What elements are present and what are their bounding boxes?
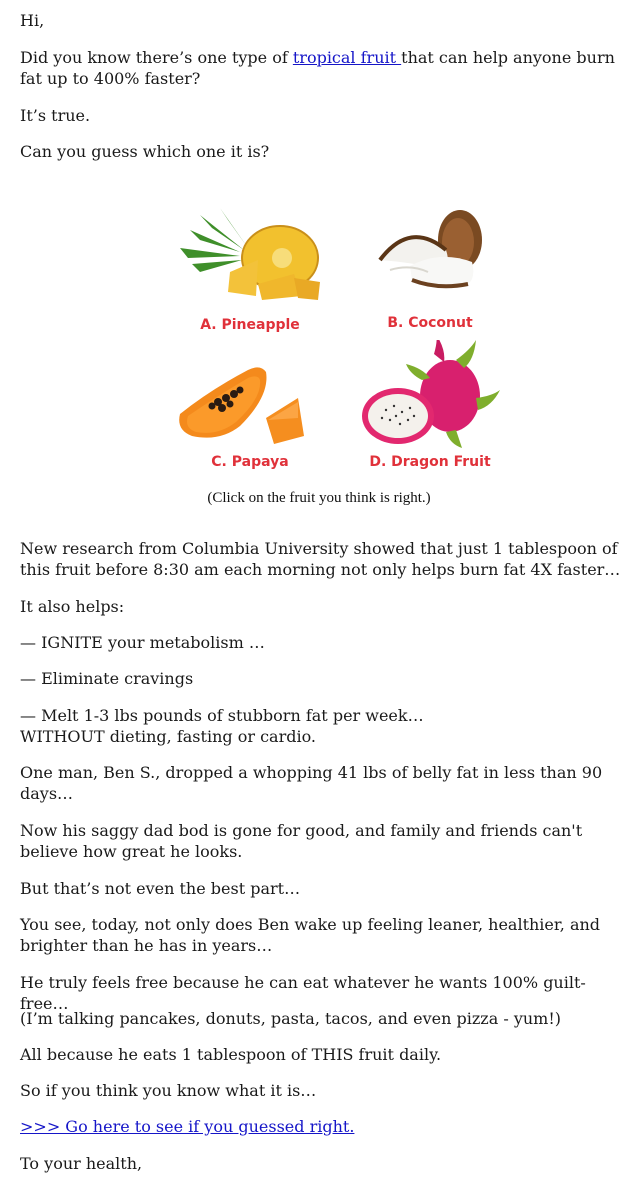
free-line: He truly feels free because he can eat whatever he wants 100% guilt-free… (20, 973, 586, 1013)
research-line-2: this fruit before 8:30 am each morning not only helps burn fat 4X faster… (20, 560, 621, 579)
coconut-icon (350, 200, 510, 310)
intro-line-2: fat up to 400% faster? (20, 69, 201, 88)
dragon-fruit-icon (350, 340, 510, 450)
because-line: All because he eats 1 tablespoon of THIS fruit daily. (20, 1045, 442, 1064)
bullet-ignite: — IGNITE your metabolism … (20, 633, 265, 652)
fruit-quiz-grid (0, 190, 638, 490)
intro-text-after-link: that can help anyone burn (401, 48, 615, 67)
bullet-melt-line-2: WITHOUT dieting, fasting or cardio. (20, 727, 317, 746)
bullet-cravings: — Eliminate cravings (20, 669, 194, 688)
bullet-melt-line-1: — Melt 1-3 lbs pounds of stubborn fat per week… (20, 706, 424, 725)
if-you-think-line: So if you think you know what it is… (20, 1081, 317, 1100)
greeting: Hi, (20, 11, 45, 30)
papaya-icon (170, 340, 330, 450)
its-true-text: It’s true. (20, 106, 91, 125)
best-part-text: But that’s not even the best part… (20, 879, 301, 898)
cta-link[interactable]: >>> Go here to see if you guessed right. (20, 1117, 355, 1136)
fruit-label-papaya: C. Papaya (211, 454, 289, 470)
fruit-option-papaya[interactable] (170, 340, 330, 480)
research-line-1: New research from Columbia University showed that just 1 tablespoon of (20, 539, 618, 558)
fruit-option-pineapple[interactable] (170, 200, 330, 340)
also-helps-text: It also helps: (20, 597, 125, 616)
fruit-label-pineapple: A. Pineapple (200, 317, 300, 333)
today-line-1: You see, today, not only does Ben wake up feeling leaner, healthier, and (20, 915, 601, 934)
fruit-caption: (Click on the fruit you think is right.) (207, 490, 431, 506)
fruit-option-dragon-fruit[interactable] (350, 340, 510, 480)
signoff: To your health, (20, 1154, 143, 1173)
cta-paragraph (20, 1116, 628, 1137)
dadbod-line-2: believe how great he looks. (20, 842, 243, 861)
intro-text: Did you know there’s one type of (20, 48, 293, 67)
today-line-2: brighter than he has in years… (20, 936, 273, 955)
fruit-option-coconut[interactable] (350, 200, 510, 340)
ben-line-2: days… (20, 784, 74, 803)
fruit-label-coconut: B. Coconut (387, 315, 473, 331)
dadbod-line-1: Now his saggy dad bod is gone for good, and family and friends can't (20, 821, 583, 840)
intro-line-1 (20, 47, 628, 68)
guess-prompt: Can you guess which one it is? (20, 142, 270, 161)
ben-line-1: One man, Ben S., dropped a whopping 41 lbs of belly fat in less than 90 (20, 763, 603, 782)
fruit-label-dragon-fruit: D. Dragon Fruit (369, 454, 491, 470)
talking-line: (I’m talking pancakes, donuts, pasta, tacos, and even pizza - yum!) (20, 1009, 562, 1028)
tropical-fruit-link[interactable]: tropical fruit (292, 48, 402, 67)
pineapple-icon (170, 200, 330, 310)
